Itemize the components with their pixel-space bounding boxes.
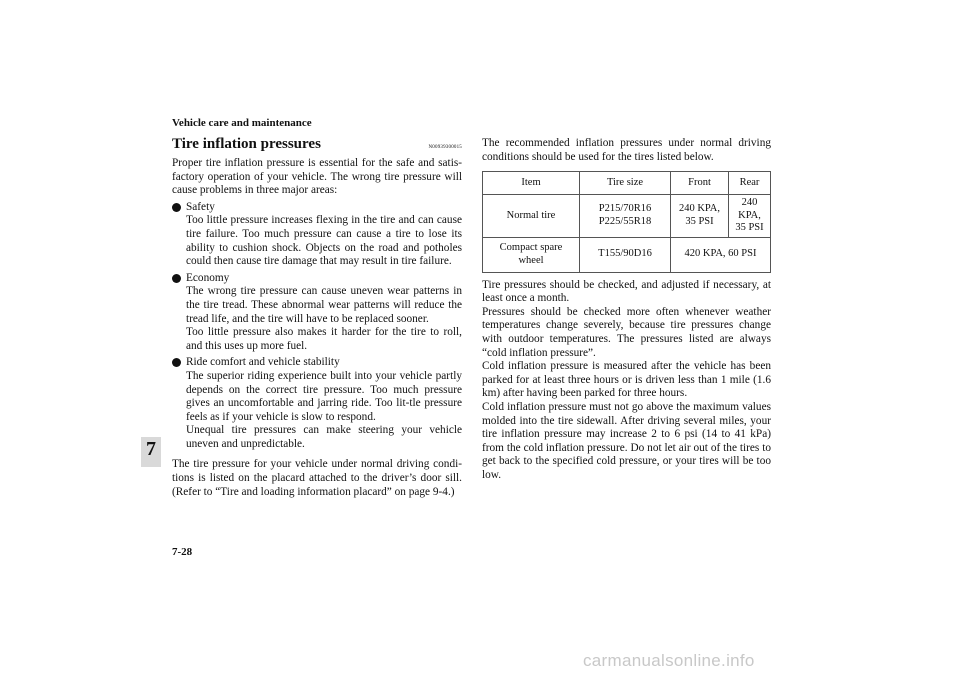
bullet-text: Unequal tire pressures can make steering your vehicle uneven and unpredictable.	[186, 424, 462, 450]
reference-code: N00939300015	[428, 145, 462, 150]
watermark: carmanualsonline.info	[583, 651, 755, 670]
table-header-cell: Rear	[729, 172, 771, 195]
bullet-heading: Economy	[186, 271, 230, 284]
table-cell-pressure: 420 KPA, 60 PSI	[671, 237, 771, 272]
bullet-text: Too little pressure also makes it harder for the tire to roll, and this uses up more fuel.	[186, 326, 462, 352]
tire-size-line: P225/55R18	[598, 215, 652, 227]
section-header: Vehicle care and maintenance	[172, 117, 312, 129]
right-column	[482, 137, 771, 483]
bullet-text: The superior riding experience built into your vehicle partly depends on the correct tire pressure. Too much pressure gives an uncomfortable and jarring ride. Too lit-tle pressure feels as if your vehicle is slow to respond.	[186, 369, 462, 423]
bullet-item	[172, 272, 462, 354]
intro-paragraph: Proper tire inflation pressure is essential for the safe and satis-factory operation of your vehicle. The wrong tire pressure will cause problems in three major areas:	[172, 157, 462, 197]
body-paragraph: Cold inflation pressure must not go above the maximum values molded into the tire sidewall. After driving several miles, your tire inflation pressure may increase 2 to 6 psi (14 to 41 kPa) from the cold inflation pressure. Do not let air out of the tires to get back to the specified cold pressure, or your tires will be too low.	[482, 401, 771, 481]
bullet-icon	[172, 203, 181, 212]
bullet-text: The wrong tire pressure can cause uneven wear patterns in the tire tread. These abnormal wear patterns will reduce the tread life, and the tire will have to be replaced sooner.	[186, 285, 462, 325]
closing-paragraph: The tire pressure for your vehicle under normal driving condi-tions is listed on the placard attached to the driver’s door sill. (Refer to “Tire and loading information placard” on page 9-4.)	[172, 458, 462, 498]
pressure-line: 35 PSI	[685, 215, 714, 227]
body-paragraph: Tire pressures should be checked, and adjusted if necessary, at least once a month.	[482, 278, 771, 305]
pressure-line: 35 PSI	[735, 222, 764, 234]
pressure-line: 240 KPA,	[678, 203, 721, 215]
item-line: wheel	[518, 254, 544, 266]
table-intro-paragraph: The recommended inflation pressures under normal driving conditions should be used for the tires listed below.	[482, 137, 771, 163]
table-header-cell: Front	[671, 172, 729, 195]
left-column	[172, 135, 462, 499]
body-paragraph: Pressures should be checked more often whenever weather temperatures change severely, because tire pressures change with outdoor temperatures. The pressures listed are always “cold inflation pressure”.	[482, 305, 771, 359]
chapter-tab-number: 7	[146, 438, 156, 460]
table-cell-item	[483, 237, 580, 272]
section-title	[172, 135, 462, 157]
body-paragraph: Cold inflation pressure is measured after the vehicle has been parked for at least three hours or is driven less than 1 mile (1.6 km) after having been parked for three hours.	[482, 360, 771, 400]
table-cell-item: Normal tire	[483, 195, 580, 238]
bullet-icon	[172, 358, 181, 367]
tire-pressure-table	[482, 171, 771, 273]
table-cell-front	[671, 195, 729, 238]
bullet-icon	[172, 274, 181, 283]
bullet-item	[172, 201, 462, 269]
item-line: Compact spare	[499, 242, 563, 254]
bullet-text: Too little pressure increases flexing in the tire and can cause tire failure. Too much pressure can cause a tire to lose its ability to cushion shock. Objects on the road and potholes could then cause tire damage that may result in tire failure.	[186, 214, 462, 268]
section-title-text: Tire inflation pressures	[172, 136, 321, 152]
table-cell-size	[580, 195, 671, 238]
table-cell-rear	[729, 195, 771, 238]
table-row	[483, 195, 771, 238]
bullet-item	[172, 356, 462, 451]
tire-size-line: P215/70R16	[598, 203, 652, 215]
page-number: 7-28	[172, 546, 193, 558]
table-header-row	[483, 172, 771, 195]
table-cell-size: T155/90D16	[580, 237, 671, 272]
table-header-cell: Tire size	[580, 172, 671, 195]
bullet-heading: Ride comfort and vehicle stability	[186, 356, 340, 369]
table-row	[483, 237, 771, 272]
bullet-heading: Safety	[186, 200, 215, 213]
table-header-cell: Item	[483, 172, 580, 195]
pressure-line: 240 KPA,	[738, 197, 761, 221]
